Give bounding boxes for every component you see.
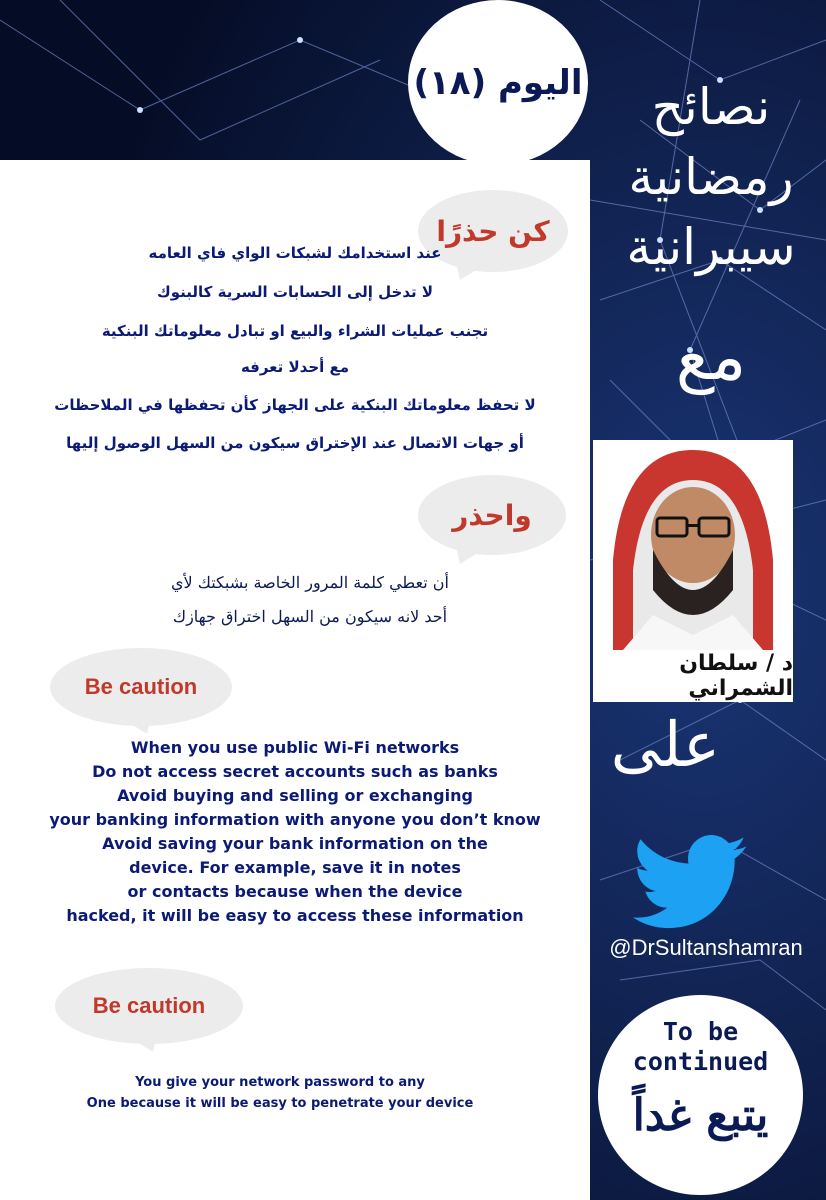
day-badge: اليوم (١٨) (408, 0, 588, 165)
continued-en-line1: To be (662, 1017, 739, 1046)
section3-line: hacked, it will be easy to access these information (66, 906, 524, 925)
section2-line: أن تعطي كلمة المرور الخاصة بشبكتك لأي (171, 573, 449, 592)
section4-line: You give your network password to any (135, 1075, 425, 1090)
twitter-icon[interactable] (632, 835, 747, 930)
twitter-handle[interactable]: @DrSultanshamran (609, 935, 803, 960)
author-portrait (593, 440, 793, 650)
section4-line: One because it will be easy to penetrate your device (86, 1096, 474, 1111)
section3-line: Do not access secret accounts such as banks (92, 762, 498, 781)
section1-heading: كن حذرًا (436, 214, 550, 248)
section1-line: مع أحدلا تعرفه (240, 358, 350, 376)
section2-heading: واحذر (452, 498, 532, 532)
section3-line: Avoid buying and selling or exchanging (117, 786, 473, 805)
series-title-line3: سيبرانية (626, 218, 796, 276)
section4-bubble-tail (118, 1030, 158, 1052)
section2-bubble-tail (455, 542, 495, 564)
series-on-label: على (610, 708, 720, 781)
series-title-line2: رمضانية (628, 148, 794, 206)
section1-line: أو جهات الاتصال عند الإختراق سيكون من السهل الوصول إليها (66, 434, 524, 452)
continued-badge (598, 995, 803, 1195)
continued-ar: يتبع غداً (632, 1090, 769, 1141)
section3-heading: Be caution (84, 674, 198, 699)
section3-bubble-tail (112, 712, 152, 734)
series-title-line1: نصائح (651, 78, 771, 136)
section1-line: لا تدخل إلى الحسابات السرية كالبنوك (156, 283, 434, 301)
section3-line: device. For example, save it in notes (129, 858, 461, 877)
author-name: د / سلطان الشمراني (593, 650, 793, 702)
section3-line: Avoid saving your bank information on the (102, 834, 488, 853)
section1-line: تجنب عمليات الشراء والبيع او تبادل معلوماتك البنكية (101, 322, 489, 340)
series-with-label: مع (675, 318, 747, 395)
section3-line: or contacts because when the device (127, 882, 463, 901)
section3-line: your banking information with anyone you don’t know (49, 810, 541, 829)
section1-line: عند استخدامك لشبكات الواي فاي العامه (148, 244, 442, 262)
section4-heading: Be caution (92, 993, 206, 1018)
section2-line: أحد لانه سيكون من السهل اختراق جهازك (172, 607, 448, 626)
section1-line: لا تحفظ معلوماتك البنكية على الجهاز كأن تحفظها في الملاحظات (54, 396, 536, 414)
continued-en-line2: continued (632, 1047, 769, 1076)
section3-line: When you use public Wi-Fi networks (130, 738, 460, 757)
